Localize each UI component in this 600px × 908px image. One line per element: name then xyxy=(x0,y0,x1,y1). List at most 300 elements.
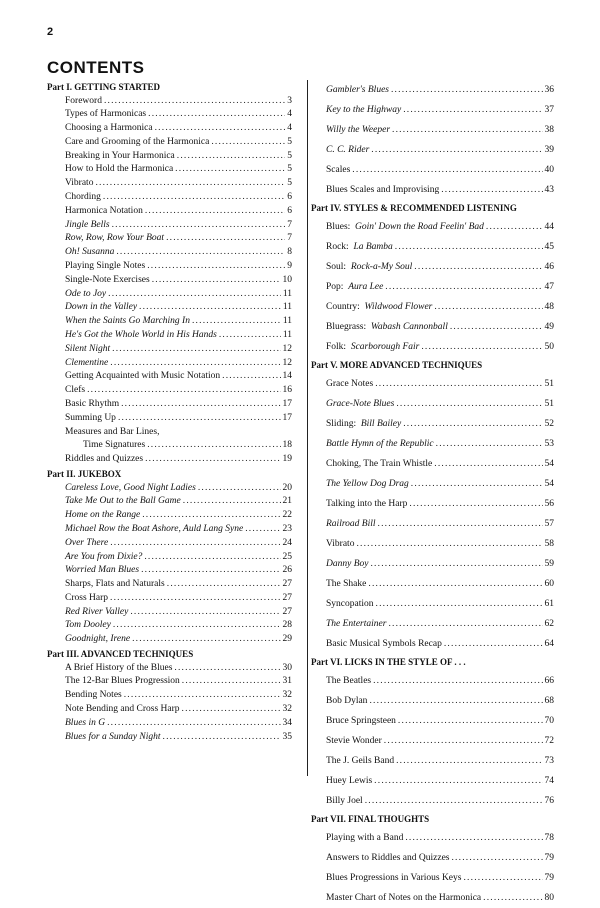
toc-entry-title xyxy=(326,257,412,277)
toc-entry-title: Stevie Wonder xyxy=(326,736,382,746)
dot-leader xyxy=(451,848,542,868)
toc-entry-title: Blues for a Sunday Night xyxy=(65,731,161,742)
toc-page-number: 51 xyxy=(544,379,554,389)
toc-entry-tom-dooley[interactable] xyxy=(47,619,292,633)
toc-entry-title: Willy the Weeper xyxy=(326,125,391,135)
toc-page-number: 72 xyxy=(544,736,554,746)
toc-entry-title: Blues in G xyxy=(65,717,106,728)
dot-leader xyxy=(155,122,286,136)
toc-entry-jingle-bells[interactable] xyxy=(47,219,292,233)
toc-entry-choking-the-train-whistle[interactable] xyxy=(311,454,554,474)
toc-entry-title: Chording xyxy=(65,192,101,203)
toc-entry-foreword[interactable] xyxy=(47,95,292,109)
toc-page-number: 11 xyxy=(282,302,292,313)
toc-entry-song-title: Rock-a-My Soul xyxy=(350,262,413,272)
toc-page-number: 37 xyxy=(544,105,554,115)
toc-page-number: 61 xyxy=(544,599,554,609)
column-divider xyxy=(307,80,308,776)
dot-leader xyxy=(392,120,542,140)
toc-entry-title: Sharps, Flats and Naturals xyxy=(65,579,165,590)
toc-entry-single-note-exercises[interactable] xyxy=(47,274,292,288)
toc-page-number: 27 xyxy=(282,579,292,590)
dot-leader xyxy=(375,374,542,394)
toc-page-number: 27 xyxy=(282,592,292,603)
page-number: 2 xyxy=(47,26,54,38)
toc-entry-title: Syncopation xyxy=(326,599,374,609)
toc-page-number: 6 xyxy=(287,192,292,203)
toc-entry-bruce-springsteen[interactable] xyxy=(311,711,554,731)
toc-entry-style-label: Sliding: xyxy=(326,419,357,429)
toc-page-number: 8 xyxy=(287,247,292,258)
toc-entry-row-row-row-your-boat[interactable] xyxy=(47,232,292,246)
dot-leader xyxy=(142,509,280,523)
toc-entry-blues-in-g[interactable] xyxy=(47,717,292,731)
dot-leader xyxy=(147,260,285,274)
toc-entry-scales[interactable] xyxy=(311,160,554,180)
dot-leader xyxy=(434,454,542,474)
toc-entry-willy-the-weeper[interactable] xyxy=(311,120,554,140)
toc-entry-when-the-saints-go-marching-in[interactable] xyxy=(47,315,292,329)
toc-page-number: 23 xyxy=(282,523,292,534)
toc-entry-title: He's Got the Whole World in His Hands xyxy=(65,330,217,341)
toc-entry-harmonica-notation[interactable] xyxy=(47,205,292,219)
dot-leader xyxy=(124,689,281,703)
toc-entry-title: Talking into the Harp xyxy=(326,499,408,509)
toc-entry-a-brief-history-of-the-blues[interactable] xyxy=(47,662,292,676)
dot-leader xyxy=(414,257,542,277)
toc-entry-title: Getting Acquainted with Music Notation xyxy=(65,371,221,382)
toc-page-number: 36 xyxy=(544,85,554,95)
dot-leader xyxy=(145,453,280,467)
toc-entry-red-river-valley[interactable] xyxy=(47,606,292,620)
toc-page-number: 44 xyxy=(544,222,554,232)
toc-entry-style-label: Blues: xyxy=(326,222,351,232)
toc-entry-title: Home on the Range xyxy=(65,510,141,521)
toc-entry-wabash-cannonball[interactable] xyxy=(311,317,554,337)
dot-leader xyxy=(167,578,281,592)
toc-page-number: 28 xyxy=(282,620,292,631)
toc-entry-title: Clementine xyxy=(65,357,109,368)
toc-entry-down-in-the-valley[interactable] xyxy=(47,301,292,315)
toc-entry-title: Scales xyxy=(326,165,351,175)
toc-page-number: 18 xyxy=(282,440,292,451)
toc-entry-ode-to-joy[interactable] xyxy=(47,288,292,302)
toc-entry-basic-rhythm[interactable] xyxy=(47,398,292,412)
toc-entry-title: The Shake xyxy=(326,579,367,589)
toc-entry-style-label: Soul: xyxy=(326,262,347,272)
dot-leader xyxy=(371,140,542,160)
toc-page-number: 32 xyxy=(282,703,292,714)
toc-page-number: 45 xyxy=(544,242,554,252)
dot-leader xyxy=(211,136,285,150)
toc-entry-vibrato[interactable] xyxy=(47,177,292,191)
dot-leader xyxy=(182,703,281,717)
toc-entry-song-title: Wildwood Flower xyxy=(364,302,433,312)
toc-entry-title: Breaking in Your Harmonica xyxy=(65,150,175,161)
toc-entry-title: Choking, The Train Whistle xyxy=(326,459,433,469)
toc-entry-playing-with-a-band[interactable] xyxy=(311,828,554,848)
dot-leader xyxy=(395,237,543,257)
toc-entry-goin-down-the-road-feelin-bad[interactable] xyxy=(311,217,554,237)
toc-entry-title: Playing with a Band xyxy=(326,833,404,843)
toc-page-number: 54 xyxy=(544,459,554,469)
toc-entry-clementine[interactable] xyxy=(47,357,292,371)
toc-entry-summing-up[interactable] xyxy=(47,412,292,426)
dot-leader xyxy=(450,317,543,337)
dot-leader xyxy=(403,100,542,120)
toc-entry-title: Huey Lewis xyxy=(326,776,373,786)
toc-entry-title: Railroad Bill xyxy=(326,519,376,529)
toc-entry-title: When the Saints Go Marching In xyxy=(65,316,190,327)
toc-entry-rock-a-my-soul[interactable] xyxy=(311,257,554,277)
toc-page-number: 52 xyxy=(544,419,554,429)
dot-leader xyxy=(132,633,280,647)
toc-entry-title: Battle Hymn of the Republic xyxy=(326,439,434,449)
toc-entry-master-chart-of-notes-on-the-harmonica[interactable] xyxy=(311,888,554,908)
dot-leader xyxy=(152,274,281,288)
toc-entry-title: The Entertainer xyxy=(326,619,387,629)
toc-entry-song-title: Bill Bailey xyxy=(360,419,402,429)
dot-leader xyxy=(352,160,542,180)
dot-leader xyxy=(112,343,280,357)
toc-part-heading: Part III. ADVANCED TECHNIQUES xyxy=(47,649,194,660)
toc-page-number: 79 xyxy=(544,853,554,863)
toc-entry-over-there[interactable] xyxy=(47,537,292,551)
toc-entry-oh-susanna[interactable] xyxy=(47,246,292,260)
toc-entry-title: Cross Harp xyxy=(65,592,109,603)
toc-entry-breaking-in-your-harmonica[interactable] xyxy=(47,150,292,164)
toc-page-number: 5 xyxy=(287,150,292,161)
toc-entry-danny-boy[interactable] xyxy=(311,554,554,574)
toc-entry-title: Note Bending and Cross Harp xyxy=(65,703,180,714)
dot-leader xyxy=(163,731,281,745)
dot-leader xyxy=(107,717,280,731)
toc-entry-title: The Beatles xyxy=(326,676,372,686)
toc-page-number: 53 xyxy=(544,439,554,449)
toc-page-number: 11 xyxy=(282,330,292,341)
toc-entry-title: C. C. Rider xyxy=(326,145,370,155)
toc-entry-title: Down in the Valley xyxy=(65,302,138,313)
toc-entry-basic-musical-symbols-recap[interactable] xyxy=(311,634,554,654)
toc-page-number: 38 xyxy=(544,125,554,135)
toc-page-number: 17 xyxy=(282,412,292,423)
toc-page-number: 4 xyxy=(287,123,292,134)
dot-leader xyxy=(113,619,281,633)
toc-page-number: 24 xyxy=(282,537,292,548)
toc-entry-careless-love-good-night-ladies[interactable] xyxy=(47,482,292,496)
toc-entry-grace-note-blues[interactable] xyxy=(311,394,554,414)
toc-page-number: 48 xyxy=(544,302,554,312)
toc-page-number: 51 xyxy=(544,399,554,409)
toc-left-column xyxy=(47,80,292,744)
toc-entry-battle-hymn-of-the-republic[interactable] xyxy=(311,434,554,454)
toc-entry-title: Master Chart of Notes on the Harmonica xyxy=(326,893,482,903)
dot-leader xyxy=(177,150,285,164)
toc-entry-stevie-wonder[interactable] xyxy=(311,731,554,751)
toc-entry-blues-progressions-in-various-keys[interactable] xyxy=(311,868,554,888)
toc-entry-title: Summing Up xyxy=(65,412,116,423)
toc-part-heading: Part VII. FINAL THOUGHTS xyxy=(311,814,430,824)
toc-entry-song-title: La Bamba xyxy=(353,242,393,252)
dot-leader xyxy=(95,177,285,191)
toc-entry-bill-bailey[interactable] xyxy=(311,414,554,434)
toc-entry-title: Grace-Note Blues xyxy=(326,399,395,409)
toc-entry-title: Blues Scales and Improvising xyxy=(326,185,440,195)
toc-page-number: 60 xyxy=(544,579,554,589)
toc-entry-blues-for-a-sunday-night[interactable] xyxy=(47,731,292,745)
toc-page-number: 25 xyxy=(282,551,292,562)
toc-entry-blues-scales-and-improvising[interactable] xyxy=(311,180,554,200)
toc-entry-take-me-out-to-the-ball-game[interactable] xyxy=(47,495,292,509)
dot-leader xyxy=(396,394,542,414)
toc-entry-title: Vibrato xyxy=(326,539,355,549)
toc-entry-playing-single-notes[interactable] xyxy=(47,260,292,274)
toc-entry-the-12-bar-blues-progression[interactable] xyxy=(47,675,292,689)
toc-page-number: 10 xyxy=(282,274,292,285)
toc-entry-silent-night[interactable] xyxy=(47,343,292,357)
toc-entry-title: Careless Love, Good Night Ladies xyxy=(65,482,196,493)
toc-entry-sharps-flats-and-naturals[interactable] xyxy=(47,578,292,592)
dot-leader xyxy=(166,232,285,246)
toc-entry-the-j-geils-band[interactable] xyxy=(311,751,554,771)
toc-entry-title xyxy=(326,317,448,337)
toc-page-number: 16 xyxy=(282,385,292,396)
toc-entry-bob-dylan[interactable] xyxy=(311,691,554,711)
toc-page-number: 50 xyxy=(544,342,554,352)
toc-entry-choosing-a-harmonica[interactable] xyxy=(47,122,292,136)
toc-entry-bending-notes[interactable] xyxy=(47,689,292,703)
toc-page-number: 27 xyxy=(282,606,292,617)
toc-entry-huey-lewis[interactable] xyxy=(311,771,554,791)
toc-entry-title: Types of Harmonicas xyxy=(65,109,147,120)
toc-page-number: 35 xyxy=(282,731,292,742)
dot-leader xyxy=(118,412,281,426)
toc-entry-title: The Yellow Dog Drag xyxy=(326,479,409,489)
toc-entry-vibrato[interactable] xyxy=(311,534,554,554)
dot-leader xyxy=(421,337,542,357)
toc-entry-how-to-hold-the-harmonica[interactable] xyxy=(47,163,292,177)
toc-page-number: 26 xyxy=(282,565,292,576)
dot-leader xyxy=(139,301,281,315)
dot-leader xyxy=(147,439,280,453)
toc-entry-title: Key to the Highway xyxy=(326,105,402,115)
dot-leader xyxy=(175,163,285,177)
toc-entry-aura-lee[interactable] xyxy=(311,277,554,297)
toc-entry-the-yellow-dog-drag[interactable] xyxy=(311,474,554,494)
dot-leader xyxy=(130,606,280,620)
toc-entry-worried-man-blues[interactable] xyxy=(47,564,292,578)
dot-leader xyxy=(378,514,543,534)
toc-page-number: 58 xyxy=(544,539,554,549)
toc-entry-title: Clefs xyxy=(65,385,86,396)
dot-leader xyxy=(411,474,543,494)
toc-part-heading: Part V. MORE ADVANCED TECHNIQUES xyxy=(311,360,483,370)
toc-entry-style-label: Country: xyxy=(326,302,360,312)
toc-entry-title: Blues Progressions in Various Keys xyxy=(326,873,462,883)
toc-entry-title: Over There xyxy=(65,537,109,548)
toc-entry-types-of-harmonicas[interactable] xyxy=(47,108,292,122)
toc-page-number: 20 xyxy=(282,482,292,493)
dot-leader xyxy=(110,592,280,606)
dot-leader xyxy=(121,398,280,412)
toc-part-heading: Part II. JUKEBOX xyxy=(47,469,122,480)
toc-page-number: 3 xyxy=(287,95,292,106)
toc-entry-title: Red River Valley xyxy=(65,606,129,617)
toc-page-number: 57 xyxy=(544,519,554,529)
dot-leader xyxy=(436,434,543,454)
toc-entry-title: Harmonica Notation xyxy=(65,205,143,216)
toc-entry-style-label: Rock: xyxy=(326,242,349,252)
dot-leader xyxy=(192,315,281,329)
toc-entry-michael-row-the-boat-ashore-auld-lang-syne[interactable] xyxy=(47,523,292,537)
toc-page-number: 7 xyxy=(287,233,292,244)
toc-entry-the-beatles[interactable] xyxy=(311,671,554,691)
toc-entry-style-label: Folk: xyxy=(326,342,347,352)
toc-page-number: 5 xyxy=(287,136,292,147)
toc-entry-talking-into-the-harp[interactable] xyxy=(311,494,554,514)
toc-entry-song-title: Scarborough Fair xyxy=(350,342,420,352)
toc-page-number: 29 xyxy=(282,634,292,645)
toc-page-number: 76 xyxy=(544,796,554,806)
toc-entry-title: Billy Joel xyxy=(326,796,363,806)
toc-entry-title xyxy=(326,414,401,434)
toc-entry-time-signatures[interactable] xyxy=(47,439,292,453)
toc-entry-key-to-the-highway[interactable] xyxy=(311,100,554,120)
toc-entry-railroad-bill[interactable] xyxy=(311,514,554,534)
toc-entry-cross-harp[interactable] xyxy=(47,592,292,606)
toc-entry-the-entertainer[interactable] xyxy=(311,614,554,634)
toc-page-number: 31 xyxy=(282,676,292,687)
toc-entry-title: Silent Night xyxy=(65,343,111,354)
toc-page-number: 73 xyxy=(544,756,554,766)
toc-entry-title: Worried Man Blues xyxy=(65,565,140,576)
toc-entry-title: Are You from Dixie? xyxy=(65,551,143,562)
toc-page-number: 54 xyxy=(544,479,554,489)
dot-leader xyxy=(444,634,543,654)
toc-page-number: 17 xyxy=(282,399,292,410)
toc-entry-title: The J. Geils Band xyxy=(326,756,395,766)
toc-entry-style-label: Bluegrass: xyxy=(326,322,367,332)
dot-leader xyxy=(385,277,542,297)
toc-entry-title: How to Hold the Harmonica xyxy=(65,164,174,175)
toc-page-number: 70 xyxy=(544,716,554,726)
toc-page-number: 6 xyxy=(287,205,292,216)
dot-leader xyxy=(222,370,280,384)
toc-page-number: 64 xyxy=(544,639,554,649)
toc-entry-title: Bob Dylan xyxy=(326,696,368,706)
toc-entry-title: Danny Boy xyxy=(326,559,369,569)
toc-entry-title: Row, Row, Row Your Boat xyxy=(65,233,165,244)
toc-entry-care-and-grooming-of-the-harmonica[interactable] xyxy=(47,136,292,150)
toc-entry-getting-acquainted-with-music-notation[interactable] xyxy=(47,370,292,384)
toc-entry-title: Single-Note Exercises xyxy=(65,274,150,285)
dot-leader xyxy=(245,523,280,537)
dot-leader xyxy=(463,868,542,888)
toc-entry-title: Measures and Bar Lines, xyxy=(65,426,160,437)
toc-page-number: 56 xyxy=(544,499,554,509)
toc-entry-goodnight-irene[interactable] xyxy=(47,633,292,647)
dot-leader xyxy=(145,205,285,219)
toc-entry-title: Ode to Joy xyxy=(65,288,107,299)
toc-page-number: 59 xyxy=(544,559,554,569)
dot-leader xyxy=(483,888,542,908)
toc-page-number: 19 xyxy=(282,454,292,465)
toc-page-number: 39 xyxy=(544,145,554,155)
toc-page-number: 74 xyxy=(544,776,554,786)
toc-page-number: 9 xyxy=(287,261,292,272)
toc-page-number: 68 xyxy=(544,696,554,706)
dot-leader xyxy=(396,751,542,771)
toc-entry-title: Michael Row the Boat Ashore, Auld Lang Syne xyxy=(65,523,244,534)
dot-leader xyxy=(141,564,280,578)
toc-entry-measures-and-bar-lines[interactable] xyxy=(47,426,292,440)
toc-entry-song-title: Aura Lee xyxy=(348,282,384,292)
dot-leader xyxy=(486,217,543,237)
toc-entry-are-you-from-dixie[interactable] xyxy=(47,551,292,565)
dot-leader xyxy=(219,329,281,343)
toc-page-number: 32 xyxy=(282,690,292,701)
toc-entry-title: Answers to Riddles and Quizzes xyxy=(326,853,450,863)
toc-page-number: 12 xyxy=(282,343,292,354)
toc-entry-la-bamba[interactable] xyxy=(311,237,554,257)
dot-leader xyxy=(365,791,543,811)
toc-entry-he-s-got-the-whole-world-in-his-hands[interactable] xyxy=(47,329,292,343)
toc-entry-title: Oh! Susanna xyxy=(65,247,115,258)
toc-entry-riddles-and-quizzes[interactable] xyxy=(47,453,292,467)
toc-page-number: 62 xyxy=(544,619,554,629)
toc-entry-billy-joel[interactable] xyxy=(311,791,554,811)
toc-page-number: 22 xyxy=(282,510,292,521)
dot-leader xyxy=(198,482,281,496)
toc-entry-title xyxy=(326,237,393,257)
toc-page-number: 11 xyxy=(282,288,292,299)
toc-entry-home-on-the-range[interactable] xyxy=(47,509,292,523)
toc-entry-gambler-s-blues[interactable] xyxy=(311,80,554,100)
dot-leader xyxy=(110,537,280,551)
toc-entry-title: Riddles and Quizzes xyxy=(65,454,144,465)
dot-leader xyxy=(409,494,542,514)
toc-entry-answers-to-riddles-and-quizzes[interactable] xyxy=(311,848,554,868)
toc-entry-c-c-rider[interactable] xyxy=(311,140,554,160)
toc-entry-grace-notes[interactable] xyxy=(311,374,554,394)
toc-page-number: 4 xyxy=(287,109,292,120)
toc-entry-chording[interactable] xyxy=(47,191,292,205)
toc-page-number: 80 xyxy=(544,893,554,903)
toc-entry-clefs[interactable] xyxy=(47,384,292,398)
dot-leader xyxy=(373,671,542,691)
toc-page-number: 78 xyxy=(544,833,554,843)
dot-leader xyxy=(374,771,542,791)
toc-entry-title: Jingle Bells xyxy=(65,219,110,230)
dot-leader xyxy=(183,495,281,509)
toc-entry-scarborough-fair[interactable] xyxy=(311,337,554,357)
toc-entry-wildwood-flower[interactable] xyxy=(311,297,554,317)
toc-entry-title: Basic Rhythm xyxy=(65,399,120,410)
toc-entry-syncopation[interactable] xyxy=(311,594,554,614)
dot-leader xyxy=(434,297,542,317)
toc-entry-title xyxy=(326,337,419,357)
dot-leader xyxy=(370,554,542,574)
toc-page-number: 66 xyxy=(544,676,554,686)
toc-entry-the-shake[interactable] xyxy=(311,574,554,594)
dot-leader xyxy=(368,574,542,594)
toc-page-number: 21 xyxy=(282,496,292,507)
dot-leader xyxy=(388,614,542,634)
toc-part-heading: Part IV. STYLES & RECOMMENDED LISTENING xyxy=(311,203,517,213)
toc-entry-note-bending-and-cross-harp[interactable] xyxy=(47,703,292,717)
toc-entry-title: Grace Notes xyxy=(326,379,374,389)
toc-entry-style-label: Pop: xyxy=(326,282,344,292)
